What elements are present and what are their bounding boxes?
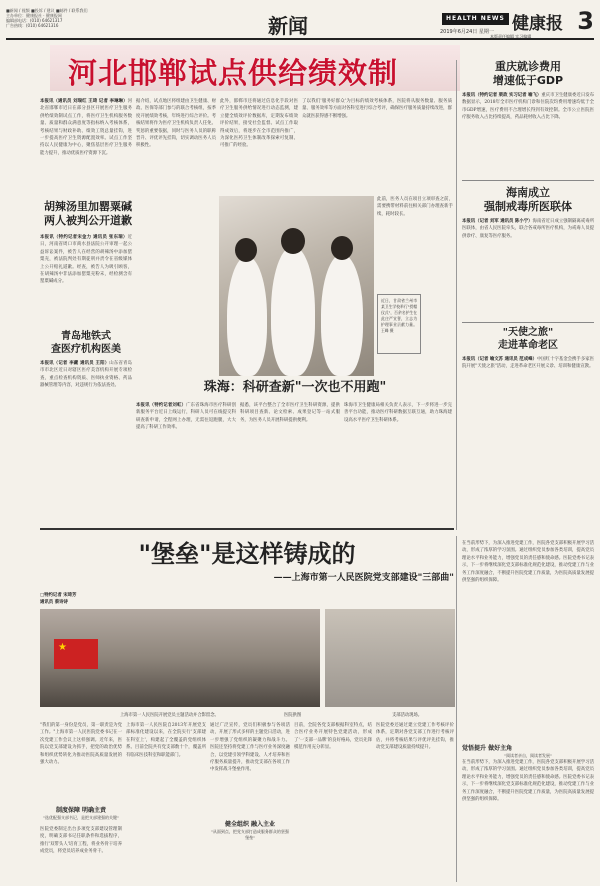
- title-line: 重庆就诊费用: [495, 60, 561, 73]
- feature-pull-quote: "选优配强支部书记，是把支部建强的关键": [43, 815, 119, 820]
- article-text: 此外，邯郸市还将通过信息化手段对医疗卫生服务供给情况进行动态监测，建立健全绩效评价数据库，定期发布绩效评价结果，接受社会监督。试点工作取得成效后，将逐步在全市范围内推广，为深化医药卫生体制改革探索可复制、可推广的经验。: [220, 99, 298, 149]
- title-line: 查医疗机构医美: [51, 344, 121, 355]
- editor-line: 本版责任编辑 实习编辑: [490, 34, 532, 39]
- section-divider: [40, 528, 454, 530]
- article-text: 在当前形势下，为深入推进党建工作，医院各党支部积极开展学习活动，形成了浓厚的学习氛围。通过组织党员参加各类培训，提高党员理论水平和业务能力，增强党员的责任感和使命感。医院党委书记表示，下一步将继续深化党支部标准化规范化建设，推动党建工作与业务工作深度融合，不断提升医院党建工作质量，为医院高质量发展提供坚强的组织保障。: [462, 541, 594, 584]
- article-text: 河北省邯郸市近日在部分县区开展医疗卫生服务供给绩效制试点工作，将医疗卫生机构服务数量、质量和群众满意度等指标纳入考核体系，考核结果与财政补助、绩效工资总量挂钩，进一步提高医疗卫生资源配置效率。试点工作坚持以人民健康为中心，聚焦基层医疗卫生服务能力提升，推动优质医疗资源下沉。: [40, 99, 132, 156]
- feature-pull-quote: "从面到点，把党支部打造成服务群众的坚强堡垒": [211, 829, 289, 840]
- feature-byline: □特约记者 宋琦芳 通讯员 蔡诗诗: [40, 593, 77, 606]
- lead-article-col-2: [136, 98, 216, 358]
- feature-col-5: [376, 722, 454, 882]
- masthead-badge: HEALTH NEWS: [442, 13, 509, 25]
- photo-caption: 近日，甘肃省兰州市某卫生学校举行"授帽仪式"，百余名护生在此庄严宣誓，立志为护理事业贡献力量。: [381, 298, 417, 327]
- feature-subhead: 健全组织 融入主业: [224, 821, 276, 828]
- byline: 本报讯（记者 李藏 通讯员 王阳）: [40, 361, 110, 366]
- issue-date: 2019年6月24日 星期一: [440, 29, 494, 35]
- article-text: 中国红十字基金会携手多家医院开展"天使之旅"活动，走进革命老区开展义诊、培训和健康宣教。: [462, 357, 594, 370]
- group-photo: [40, 609, 320, 707]
- header-line: ■新闻 / 视频 ■投诉 / 建议 ■邮件 / 联系我们: [6, 8, 88, 13]
- side-column-body: 在当前形势下，为深入推进党建工作，医院各党支部积极开展学习活动，形成了浓厚的学习氛围。通过组织党员参加各类培训，提高党员理论水平和业务能力，增强党员的责任感和使命感。医院党委书记表示，下一步将继续深化党支部标准化规范化建设，推动党建工作与业务工作深度融合，不断提升医院党建工作质量，为医院高质量发展提供坚强的组织保障。: [462, 760, 594, 803]
- byline: 本报讯（记者 刘军 通讯员 陈小宁）: [462, 219, 533, 224]
- article-text: 海南省近日成立强制隔离戒毒所医联体，由省人民医院牵头，联合各戒毒所医疗机构，为戒毒人员提供诊疗、康复等医疗服务。: [462, 219, 594, 239]
- column-divider: [456, 536, 457, 882]
- photo-caption: 上海市第一人民医院开展党员主题活动并合影留念。: [120, 713, 219, 718]
- photo-figure-head: [281, 228, 305, 254]
- party-flag: [54, 639, 98, 669]
- left-article-2-title: [40, 330, 132, 356]
- feature-col-4: [294, 722, 372, 882]
- photo-figure: [271, 246, 315, 376]
- title-line: 海南成立: [506, 186, 550, 199]
- article-text: 此前，医务人员在项目立项审查之前，需要携带材料前往相关部门办理查新手续，耗时较长。: [377, 197, 453, 217]
- title-line: 强制戒毒所医联体: [484, 200, 572, 213]
- right-article-2-body: [462, 218, 594, 318]
- title-line: 增速低于GDP: [492, 74, 564, 87]
- headline-banner: [50, 45, 460, 91]
- byline: 本报讯（特约记者刘虹）: [136, 403, 187, 408]
- feature-col-1b: [40, 826, 122, 884]
- zhuhai-col-2: [240, 402, 340, 492]
- divider: [462, 180, 594, 181]
- title-line: 青岛地铁式: [61, 331, 111, 342]
- header-line: 广告热线：(010) 64621316: [6, 23, 59, 28]
- page-header: [6, 6, 594, 40]
- left-article-2-body: [40, 360, 132, 520]
- right-article-1-body: [462, 92, 594, 176]
- header-contact-block: [6, 8, 176, 28]
- lead-article-col-1: [40, 98, 132, 194]
- article-text: 据悉，该平台整合了全市医疗卫生科研资源，提供科研项目查新、论文检索、成果登记等一站式服务，为医务人员开展科研提供便利。: [240, 403, 340, 423]
- byline: 本报讯（特约记者宋金力 通讯员 张东瑞）: [40, 235, 128, 240]
- article-text: "我们的第一身份是党员，第一职责是为党工作。"上海市第一人民医院党委书记在一次党建工作会议上这样强调。近年来，医院以党支部建设为抓手，把党的政治优势和组织优势转化为推动医院高质量发展的强大动力。: [40, 723, 122, 766]
- feature-subhead-1-block: [40, 806, 122, 821]
- photo-caption-box: [377, 294, 421, 354]
- lead-article-col-4: [302, 98, 452, 192]
- photo-credit: 王峰 摄: [381, 328, 394, 333]
- title-line: "天使之旅": [502, 327, 554, 338]
- right-article-1-title: [462, 60, 594, 88]
- side-column-quote: "阅读者亲自，阅读者发展": [504, 753, 552, 758]
- photo-figure: [227, 256, 267, 376]
- side-column-title: 觉悟提升 做好主角: [462, 745, 513, 752]
- byline: 本报讯（通讯员 刘瑞红 王琦 记者 李琳琳）: [40, 99, 128, 104]
- side-column: [462, 744, 594, 877]
- feature-subhead: 制度保障 明确主责: [55, 807, 107, 814]
- article-text: 了以我们'服务好群众'为目标的绩效考核体系，医院将从服务数量、服务质量、服务效率等方面对各科室进行综合考评，确保医疗服务质量持续改进，群众就医获得感不断增强。: [302, 99, 452, 119]
- article-text: 近日，河南省周口市商水县法院公开审理一起公益诉讼案件，被告人在经营的胡辣汤中添加罂粟壳，被法院判处有期徒刑并责令在省级媒体上公开赔礼道歉。经查，被告人为吸引顾客，在胡辣汤中非法添加罂粟壳粉末，经检测含有罂粟碱成分。: [40, 235, 132, 285]
- photo-figure: [321, 254, 363, 376]
- left-article-1-title: [44, 200, 132, 228]
- left-article-1-body: [40, 234, 132, 326]
- header-line: 主办单位：健康报社 · 健康报网: [6, 13, 62, 18]
- feature-title: "堡垒"是这样铸成的: [138, 540, 356, 568]
- zhuhai-col-3: [344, 402, 452, 492]
- right-article-2-title: [462, 186, 594, 214]
- lead-article-col-3: [220, 98, 298, 192]
- photo-caption: 支部活动现场。: [392, 713, 423, 718]
- article-text: 山东省青岛市市北区近日对辖区医疗美容机构开展专项检查，重点检查机构资质、医师执业资格、药品器械管理等内容，对违规行为依法查处。: [40, 361, 132, 389]
- article-text: 广东省珠海市医疗科研创新服务平台近日上线运行，科研人员可在线提交科研查新申请，全程网上办理，无需往返跑腿，大大提高了科研工作效率。: [136, 403, 236, 431]
- feature-col-3: [210, 722, 290, 882]
- zhuhai-col-1: [136, 402, 236, 492]
- lead-article-col-5: [377, 196, 453, 290]
- article-text: 珠海市卫生健康局相关负责人表示，下一步将进一步完善平台功能，推动医疗科研数据互联互通，助力珠海建设高水平医疗卫生科研体系。: [344, 403, 452, 423]
- title-line: 胡辣汤里加罂粟碱: [44, 200, 132, 213]
- article-text: 医院党委还通过建立党建工作考核评价体系，定期对各党支部工作进行考核评估，并将考核结果与评优评先挂钩，推动党支部建设质量持续提升。: [376, 723, 454, 751]
- right-article-3-title: [462, 326, 594, 352]
- byline: 本报讯（特约记者 栗政 实习记者 喻飞）: [462, 93, 542, 98]
- right-article-3-body: [462, 356, 594, 526]
- section-title: 新闻: [268, 14, 308, 38]
- zhuhai-title: 珠海：科研查新"一次也不用跑": [203, 380, 387, 395]
- headline: 河北邯郸试点供给绩效制: [68, 56, 399, 90]
- article-text: 医院还坚持将党建工作与医疗业务深度融合，以党建引领学科建设、人才培养和医疗服务质量提升，推动党支部在各项工作中发挥战斗堡垒作用。: [210, 745, 290, 773]
- header-line: 编辑部电话：(010) 64621317: [6, 18, 63, 23]
- nurses-photo: [219, 196, 374, 376]
- column-divider: [456, 60, 457, 530]
- article-text: 医院党委制定出台多项党支部建设管理制度，明确支部书记任职条件和选拔程序，推行'双带头人'培育工程，将业务骨干培养成党员，将党员培养成业务骨干。: [40, 827, 122, 855]
- star-icon: ★: [58, 642, 67, 653]
- page-number: 3: [577, 7, 594, 35]
- divider: [462, 322, 594, 323]
- feature-col-2: [126, 722, 206, 882]
- masthead-brand: 健康报: [512, 14, 563, 34]
- photo-figure-head: [331, 236, 353, 260]
- title-line: 两人被判公开道歉: [44, 214, 132, 227]
- feature-subtitle: ——上海市第一人民医院党支部建设"三部曲": [273, 573, 454, 583]
- title-line: 走进革命老区: [498, 340, 558, 351]
- photo-figure-head: [235, 238, 257, 262]
- side-column-body-top: [462, 540, 594, 736]
- article-text: 通过广泛宣传，党员们积极参与各项活动，开展了形式多样的主题党日活动，进一步增强了党组织的凝聚力和战斗力。: [210, 723, 290, 743]
- article-text: 据介绍，试点地区将组建由卫生健康、财政、医保等部门参与的联合考核组，按季度开展绩效考核，年终进行综合评价。考核结果将作为医疗卫生机构负责人任免、奖惩的重要依据，同时与医务人员的职称晋升、评优评先挂钩，切实调动医务人员积极性。: [136, 99, 216, 149]
- article-text: 上海市第一人民医院自2013年开展党支部标准化建设以来，在全院实行'支部建在科室上'，构建起了全覆盖的党组织体系。目前全院共有党支部数十个，覆盖所有临床医技科室和职能部门。: [126, 723, 206, 758]
- article-text: 重庆市卫生健康委近日发布数据显示，2018年全市医疗机构门诊和住院次均费用增速均低于全市GDP增速，医疗费用不合理增长得到有效控制。全市公立医院医疗服务收入占比持续提高，药品耗材收入占比下降。: [462, 93, 594, 121]
- feature-subhead-2-block: [210, 820, 290, 841]
- byline: 本报讯（记者 喻文苏 通讯员 范成峰）: [462, 357, 537, 362]
- photo-credit: 医院供图: [284, 713, 302, 718]
- meeting-photo: [325, 609, 455, 707]
- article-text: 目前，全院各党支部根据科室特点，结合医疗业务开展特色党建活动，形成了'一支部一品牌'的良好格局，党员先锋模范作用充分彰显。: [294, 723, 372, 751]
